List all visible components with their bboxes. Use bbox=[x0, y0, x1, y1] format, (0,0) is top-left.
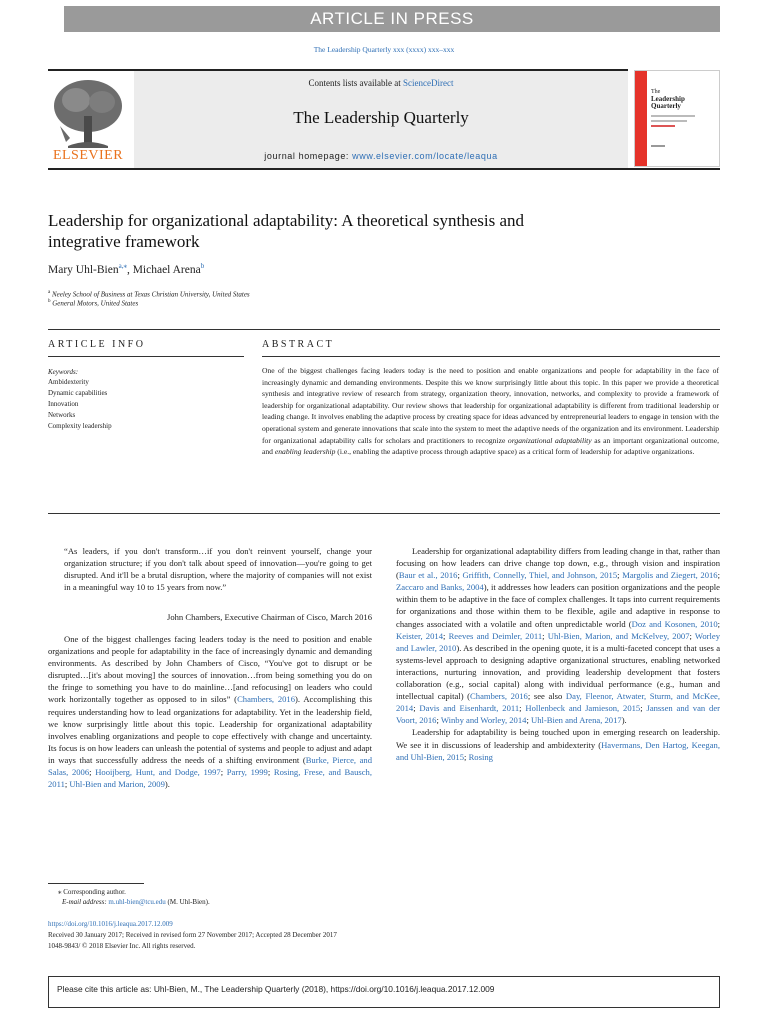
citation-link[interactable]: Zaccaro and Banks, 2004 bbox=[396, 582, 484, 593]
author-affiliation-mark[interactable]: a,⁎ bbox=[118, 262, 127, 270]
body-text: ). Accomplishing this requires understanding how to lead organizations for adaptability. Yet in the leadership field, we know surprisingly little about this topic. Leadership for organizational adaptability involves enabling organizations and people to cope effectively with change and uncertainty. Its focus is on how leaders can unleash the potential of systems and people to adjust and adapt in ways that successfully address the needs of a shifting environment ( bbox=[48, 694, 373, 765]
body-text: ). bbox=[164, 779, 170, 790]
section-top-rule bbox=[48, 329, 720, 330]
body-paragraph-left bbox=[48, 633, 372, 790]
keywords-label: Keywords: bbox=[48, 368, 79, 376]
body-text: Leadership for adaptability is being touched upon in emerging research on leadership. We see it in discussions of leadership and ambidexterity ( bbox=[396, 727, 720, 750]
email-link[interactable]: m.uhl-bien@tcu.edu bbox=[108, 898, 166, 906]
cover-title-line3: Quarterly bbox=[651, 102, 681, 110]
article-info-rule bbox=[48, 356, 244, 357]
author-name[interactable]: Mary Uhl-Bien bbox=[48, 263, 119, 276]
opening-quote: “As leaders, if you don't transform…if you don't reinvent yourself, change your organization structure; if you don't talk about speed of innovation—you're going to get disrupted. And it'll be a brutal disruption, where the majority of companies will not exist in a meaningful way 10 to 15 years from now.” bbox=[64, 546, 372, 593]
copyright-line: 1048-9843/ © 2018 Elsevier Inc. All rights reserved. bbox=[48, 942, 196, 950]
keyword-item: Complexity leadership bbox=[48, 422, 112, 430]
citation-link[interactable]: Margolis and Ziegert, 2016 bbox=[622, 570, 718, 581]
article-title bbox=[48, 210, 648, 252]
body-text: ; see also bbox=[527, 691, 566, 702]
citation-link[interactable]: Havermans, Den Hartog, Keegan, and Uhl-Bien, 2015 bbox=[396, 739, 720, 762]
author-name[interactable]: Michael Arena bbox=[132, 263, 201, 276]
abstract-emphasis: organizational adaptability bbox=[507, 435, 592, 445]
cite-this-article-box: Please cite this article as: Uhl-Bien, M., The Leadership Quarterly (2018), https://doi.org/10.1016/j.leaqua.2017.12.009 bbox=[48, 976, 720, 1008]
citation-link[interactable]: Day, Fleenor, Atwater, Sturm, and McKee, 2014 bbox=[396, 691, 720, 714]
affiliation-b bbox=[48, 299, 138, 307]
author-separator: , bbox=[126, 263, 133, 276]
body-text: One of the biggest challenges facing leaders today is the need to position and enable organizations and people for adaptability in the face of increasingly dynamic and demanding environments. As described by John Chambers of Cisco, “You've got to disrupt or be disrupted…[it's about moving] the sources of innovation…from being something you do on the fringe to something you have to do mainline…[and refocusing] on leaders who could work horizontally together as opposed to in silos” ( bbox=[48, 634, 372, 705]
citation-link[interactable]: Baur et al., 2016 bbox=[398, 570, 458, 581]
citation-link[interactable]: Burke, Pierce, and Salas, 2006 bbox=[48, 754, 372, 778]
affiliation-text: Neeley School of Business at Texas Christian University, United States bbox=[51, 290, 250, 299]
affiliation-mark: a bbox=[48, 290, 51, 295]
citation-separator: ; bbox=[519, 703, 526, 714]
affiliation-mark: b bbox=[48, 299, 51, 304]
article-in-press-banner: ARTICLE IN PRESS bbox=[64, 6, 720, 32]
received-dates: Received 30 January 2017; Received in revised form 27 November 2017; Accepted 28 December 2017 bbox=[48, 931, 337, 939]
author-list bbox=[48, 262, 204, 276]
journal-homepage-line bbox=[134, 151, 628, 161]
article-info-heading: ARTICLE INFO bbox=[48, 339, 146, 350]
keyword-item: Dynamic capabilities bbox=[48, 389, 108, 397]
body-text: ). bbox=[621, 715, 627, 726]
citation-link[interactable]: Worley and Lawler, 2010 bbox=[396, 630, 721, 653]
affiliation-text: General Motors, United States bbox=[52, 299, 139, 308]
citation-link[interactable]: Uhl-Bien, Marion, and McKelvey, 2007 bbox=[547, 630, 690, 641]
body-text: ), it addresses how leaders can position organizations and the people within them to be adaptive in the face of complex challenges. It taps into current requirements for organizations and those within them to be flexible, agile and adaptive in response to changes associated with a volatile and often unpredictable world ( bbox=[396, 582, 720, 629]
citation-link[interactable]: Hollenbeck and Jamieson, 2015 bbox=[525, 703, 641, 714]
section-bottom-rule bbox=[48, 513, 720, 514]
article-title-line2: integrative framework bbox=[48, 232, 200, 251]
citation-link[interactable]: Hooijberg, Hunt, and Dodge, 1997 bbox=[95, 767, 221, 778]
footnote-rule bbox=[48, 883, 144, 884]
abstract-text bbox=[262, 365, 719, 458]
abstract-rule bbox=[262, 356, 720, 357]
citation-separator: ; bbox=[457, 570, 463, 581]
abstract-part: (i.e., enabling the adaptive process through adaptive space) as a critical form of leadership for adaptive organizations. bbox=[335, 447, 695, 457]
keyword-item: Networks bbox=[48, 411, 76, 419]
citation-link[interactable]: Winby and Worley, 2014 bbox=[440, 715, 527, 726]
citation-separator: ; bbox=[717, 570, 720, 581]
citation-separator: ; bbox=[717, 618, 721, 629]
citation-link[interactable]: Chambers, 2016 bbox=[237, 694, 296, 705]
body-text: Leadership for organizational adaptability differs from leading change in that, rather than focusing on how leaders can drive change top down, e.g., through vision and inspiration ( bbox=[396, 546, 720, 581]
body-paragraph-right-2 bbox=[396, 726, 720, 762]
citation-separator: ; bbox=[617, 570, 623, 581]
body-text: ). As described in the opening quote, it is a multi-faceted concept that uses a systems-level approach to designing adaptive organizational structures, enabling networked interactions, nurturing innovation, and providing leadership development that fosters collaboration (e.g., social capital) along with individual performance (e.g., human and intellectual capital) ( bbox=[396, 642, 721, 702]
keyword-item: Innovation bbox=[48, 400, 79, 408]
citation-separator: ; bbox=[464, 751, 469, 762]
citation-separator: ; bbox=[640, 703, 647, 714]
citation-link[interactable]: Uhl-Bien and Arena, 2017 bbox=[530, 715, 622, 726]
citation-separator: ; bbox=[413, 703, 420, 714]
citation-link[interactable]: Doz and Kosonen, 2010 bbox=[631, 618, 718, 629]
citation-link[interactable]: Parry, 1999 bbox=[226, 767, 268, 778]
abstract-part: One of the biggest challenges facing leaders today is the need to position and enable organizations and people for adaptability in the face of increasingly dynamic and demanding environments. Despite this we know surprisingly little about this topic. In this paper we provide a theoretical synthesis and integrative review of research from strategy, organization theory, innovation, networks, and complexity to provide a framework of leadership for organizational adaptability. Our review shows that leadership for organizational adaptability is different from traditional leadership or leading change. It involves enabling the adaptive process by creating space for ideas advanced by entrepreneurial leaders to engage in tension with the operational system and generate innovations that scale into the system to meet the adaptive needs of the organization and its environment. Leadership for organizational adaptability calls for scholars and practitioners to recognize bbox=[262, 366, 719, 445]
corresponding-author-note: ⁎ Corresponding author. bbox=[58, 888, 126, 896]
author-affiliation-mark[interactable]: b bbox=[200, 262, 205, 270]
abstract-emphasis: enabling leadership bbox=[274, 447, 336, 457]
citation-link[interactable]: Griffith, Connelly, Thiel, and Johnson, 2015 bbox=[462, 570, 618, 581]
journal-title: The Leadership Quarterly bbox=[293, 108, 469, 127]
abstract-heading: ABSTRACT bbox=[262, 339, 335, 350]
citation-separator: ; bbox=[267, 767, 274, 778]
citation-separator: ; bbox=[64, 779, 70, 790]
citation-separator: ; bbox=[443, 630, 449, 641]
doi-link[interactable]: https://doi.org/10.1016/j.leaqua.2017.12.009 bbox=[48, 920, 173, 928]
citation-separator: ; bbox=[689, 630, 695, 641]
citation-link[interactable]: Chambers, 2016 bbox=[470, 691, 528, 702]
journal-cite-line[interactable]: The Leadership Quarterly xxx (xxxx) xxx–xxx bbox=[313, 45, 455, 54]
cover-red-bar bbox=[635, 71, 647, 166]
affiliation-a bbox=[48, 290, 250, 298]
homepage-link[interactable]: www.elsevier.com/locate/leaqua bbox=[352, 151, 498, 161]
citation-link[interactable]: Janssen and van der Voort, 2016 bbox=[396, 703, 721, 726]
article-title-line1: Leadership for organizational adaptability: A theoretical synthesis and bbox=[48, 211, 525, 230]
cover-title bbox=[651, 89, 685, 110]
cover-title-line2: Leadership bbox=[651, 95, 685, 103]
keyword-item: Ambidexterity bbox=[48, 378, 89, 386]
citation-link[interactable]: Reeves and Deimler, 2011 bbox=[448, 630, 543, 641]
contents-prefix: Contents lists available at bbox=[308, 78, 403, 88]
homepage-prefix: journal homepage: bbox=[264, 151, 353, 161]
body-paragraph-right bbox=[396, 545, 720, 763]
contents-available-line bbox=[134, 78, 628, 88]
journal-cover-thumbnail bbox=[634, 70, 720, 167]
citation-separator: ; bbox=[526, 715, 531, 726]
quote-attribution: John Chambers, Executive Chairman of Cisco, March 2016 bbox=[166, 612, 372, 622]
citation-separator: ; bbox=[436, 715, 441, 726]
sciencedirect-link[interactable]: ScienceDirect bbox=[403, 78, 454, 88]
citation-separator: ; bbox=[220, 767, 227, 778]
citation-link[interactable]: Davis and Eisenhardt, 2011 bbox=[419, 703, 520, 714]
email-line bbox=[62, 898, 210, 906]
email-label: E-mail address: bbox=[62, 898, 107, 906]
citation-link[interactable]: Uhl-Bien and Marion, 2009 bbox=[69, 779, 165, 790]
email-owner: (M. Uhl-Bien). bbox=[165, 898, 210, 906]
citation-link[interactable]: Rosing bbox=[468, 751, 493, 762]
citation-link[interactable]: Rosing, Frese, and Bausch, 2011 bbox=[48, 767, 372, 790]
abstract-part: as an important organizational outcome, and bbox=[262, 435, 719, 457]
cover-text-lines-icon bbox=[651, 115, 711, 155]
masthead-bottom-rule bbox=[48, 168, 720, 170]
citation-link[interactable]: Keister, 2014 bbox=[396, 630, 443, 641]
cover-title-line1: The bbox=[651, 89, 661, 95]
citation-separator: ; bbox=[542, 630, 548, 641]
publisher-logo-text: ELSEVIER bbox=[52, 148, 124, 163]
citation-separator: ; bbox=[89, 767, 96, 778]
